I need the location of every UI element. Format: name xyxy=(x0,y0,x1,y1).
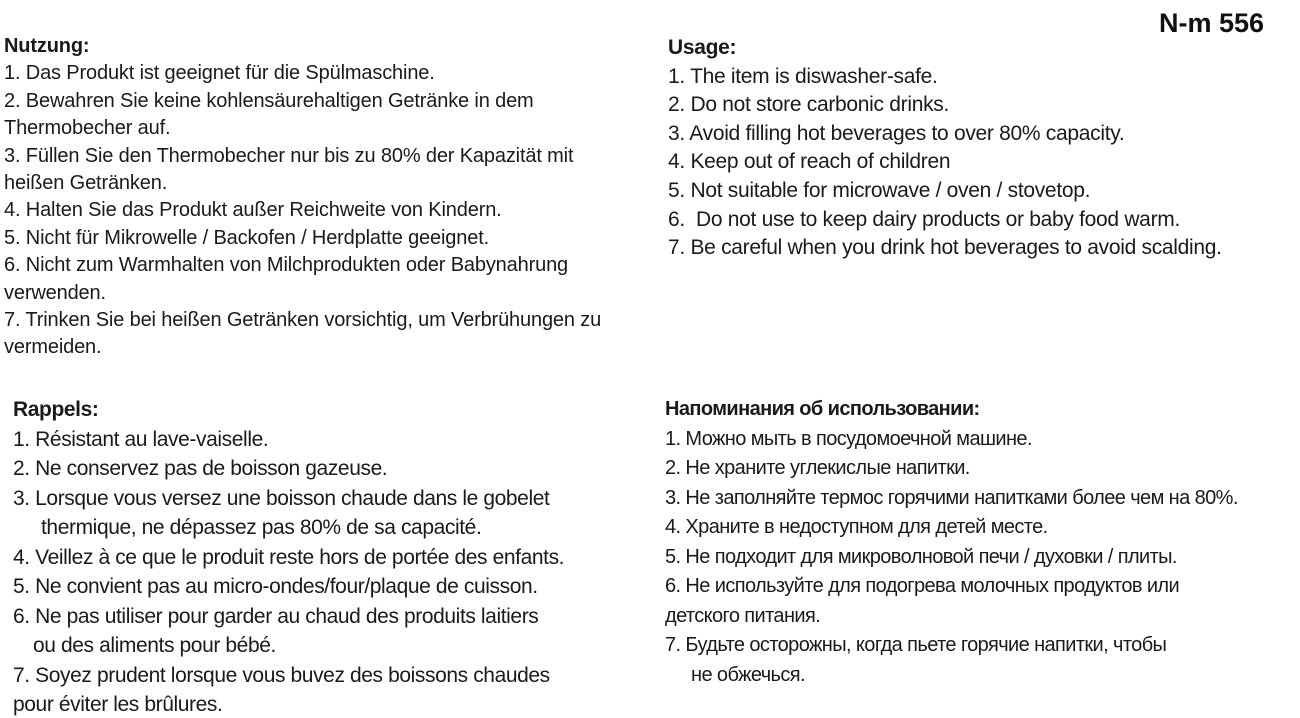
instruction-line: Thermobecher auf. xyxy=(4,117,171,140)
section-russian-title: Напоминания об использовании: xyxy=(665,398,980,420)
instruction-line: 5. Не подходит для микроволновой печи / духовки / плиты. xyxy=(665,545,1177,568)
instruction-line: 6. Не используйте для подогрева молочных продуктов или xyxy=(665,575,1180,597)
section-english xyxy=(668,34,1293,263)
section-german xyxy=(4,33,648,362)
section-german-title: Nutzung: xyxy=(4,35,90,57)
model-code: N-m 556 xyxy=(1158,8,1264,38)
instruction-line: 5. Nicht für Mikrowelle / Backofen / Herdplatte geeignet. xyxy=(4,226,490,249)
instruction-line: детского питания. xyxy=(665,604,821,627)
instruction-line: 4. Храните в недоступном для детей месте. xyxy=(665,516,1048,538)
instruction-line: 4. Halten Sie das Produkt außer Reichweite von Kindern. xyxy=(4,199,502,222)
instruction-line: 6. Do not use to keep dairy products or baby food warm. xyxy=(668,207,1180,231)
section-french xyxy=(13,395,653,718)
instruction-line: 6. Nicht zum Warmhalten von Milchprodukten oder Babynahrung xyxy=(4,254,569,277)
section-russian xyxy=(665,395,1295,690)
instruction-line: 3. Не заполняйте термос горячими напитками более чем на 80%. xyxy=(665,486,1238,509)
instruction-line: 2. Bewahren Sie keine kohlensäurehaltigen Getränke in dem xyxy=(4,89,534,112)
instruction-line: 7. Be careful when you drink hot beverages to avoid scalding. xyxy=(668,236,1222,260)
instruction-line: 1. Das Produkt ist geeignet für die Spülmaschine. xyxy=(4,62,435,85)
instruction-line: не обжечься. xyxy=(691,663,805,686)
instruction-line: 5. Not suitable for microwave / oven / stovetop. xyxy=(668,178,1091,202)
instruction-line: 2. Не храните углекислые напитки. xyxy=(665,457,970,479)
instruction-line: thermique, ne dépassez pas 80% de sa capacité. xyxy=(41,516,482,539)
instruction-line: 1. Résistant au lave-vaiselle. xyxy=(13,427,269,451)
instruction-line: heißen Getränken. xyxy=(4,172,168,195)
instruction-line: 1. Можно мыть в посудомоечной машине. xyxy=(665,427,1032,450)
instruction-line: 3. Lorsque vous versez une boisson chaude dans le gobelet xyxy=(13,486,550,510)
section-english-title: Usage: xyxy=(668,36,737,59)
instruction-line: 6. Ne pas utiliser pour garder au chaud des produits laitiers xyxy=(13,604,539,628)
instruction-line: pour éviter les brûlures. xyxy=(13,693,223,716)
instruction-line: ou des aliments pour bébé. xyxy=(33,634,276,657)
instruction-line: vermeiden. xyxy=(4,336,102,359)
section-french-title: Rappels: xyxy=(13,398,99,421)
instruction-line: 2. Ne conservez pas de boisson gazeuse. xyxy=(13,457,388,480)
instruction-line: 5. Ne convient pas au micro-ondes/four/plaque de cuisson. xyxy=(13,575,538,598)
instruction-line: 7. Trinken Sie bei heißen Getränken vorsichtig, um Verbrühungen zu xyxy=(4,309,602,332)
instruction-line: 7. Soyez prudent lorsque vous buvez des boissons chaudes xyxy=(13,663,550,687)
instruction-line: 1. The item is diswasher-safe. xyxy=(668,64,938,88)
instruction-line: verwenden. xyxy=(4,281,106,304)
instruction-line: 3. Füllen Sie den Thermobecher nur bis zu 80% der Kapazität mit xyxy=(4,144,574,167)
instruction-line: 2. Do not store carbonic drinks. xyxy=(668,93,950,117)
instruction-line: 3. Avoid filling hot beverages to over 80% capacity. xyxy=(668,121,1125,145)
instruction-line: 4. Keep out of reach of children xyxy=(668,150,951,174)
instruction-line: 7. Будьте осторожны, когда пьете горячие напитки, чтобы xyxy=(665,634,1167,656)
instruction-line: 4. Veillez à ce que le produit reste hors de portée des enfants. xyxy=(13,545,565,569)
